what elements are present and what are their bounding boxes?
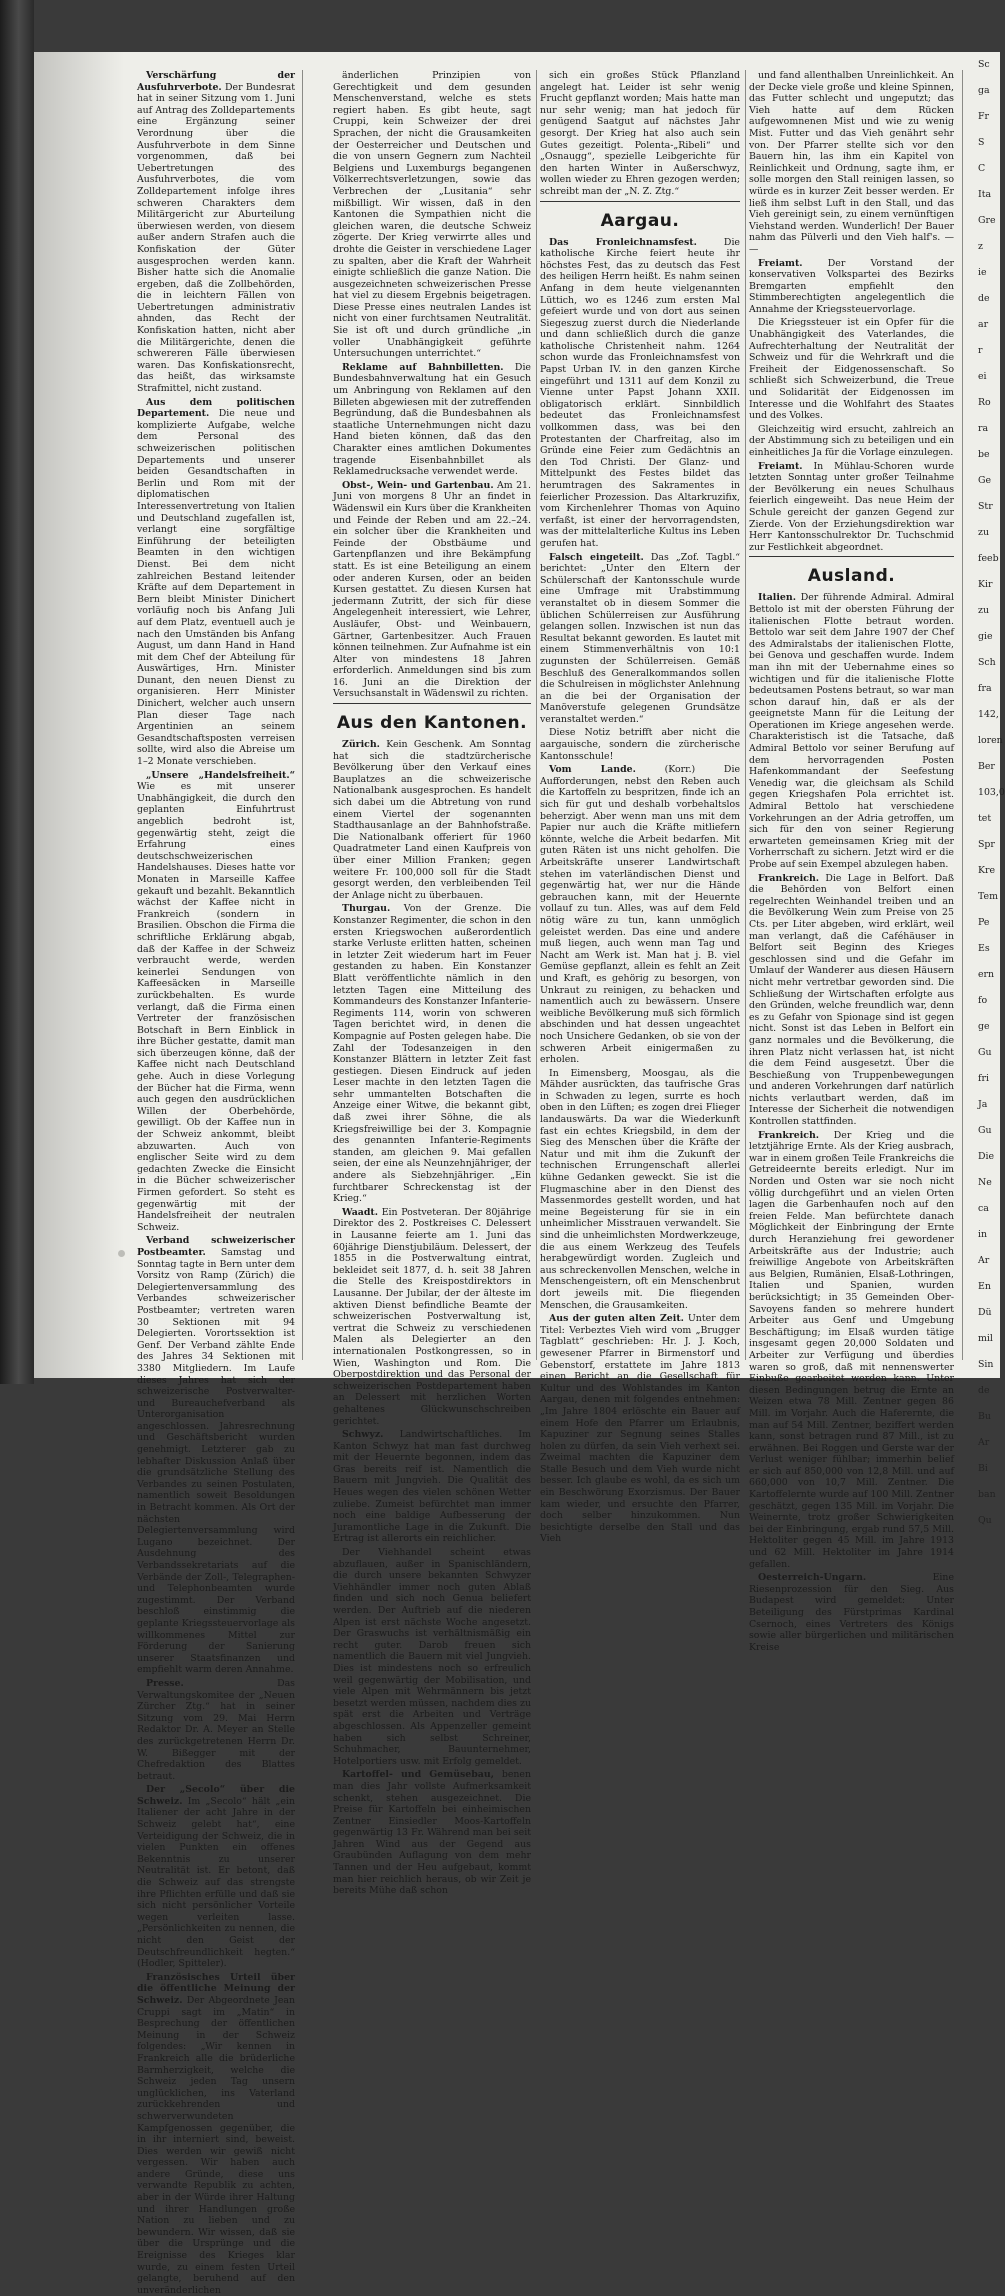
article-paragraph (749, 592, 954, 870)
strip-fragment: Gu (978, 1047, 992, 1058)
article-lead: Obst-, Wein- und Gartenbau. (342, 479, 494, 491)
strip-fragment: Bu (978, 1411, 991, 1422)
strip-fragment: Ber (978, 761, 995, 772)
strip-fragment: be (978, 449, 990, 460)
strip-fragment: tet (978, 813, 992, 824)
article-paragraph (540, 764, 740, 1065)
article-text: benen man dies Jahr vollste Aufmerksamkeit schenkt, stehen ausgezeichnet. Die Preise für Kartoffeln bei einheimischen Zentner Einsiedler Moos-Kartoffeln gegenwärtig 13 Fr. Während man bei seit Jahren Wind aus der Gegend aus Graubünden Auflagung von dem mehr Tannen und der Heu aufgebaut, kommt man hier reichlich heraus, ob wir Zeit je bereits Mühe daß schon (333, 1769, 532, 1897)
article-paragraph (333, 362, 531, 478)
strip-fragment: 142, (978, 709, 999, 720)
book-binding (0, 0, 34, 1384)
article-text: Im „Secolo“ hält „ein Italiener der acht Jahre in der Schweiz gelebt hat“, eine Verteidigung der Schweiz, die in vielen Punkten ein offenes Bekenntnis zu unserer Neutralität ist. Er betont, daß die Schweiz auf das strengste ihre Pflichten erfülle und daß sie sich nicht persönlicher Vorteile wegen verleiten lasse. „Persönlichkeiten zu nennen, die nicht den Geist der Deutschfreundlichkeit hegten.“ (Hodler, Spitteler). (137, 1795, 295, 1970)
article-text: Die Lage in Belfort. Daß die Behörden von Belfort einen regelrechten Weinhandel treiben und an die Bevölkerung Wein zum Preise von 25 Cts. per Liter abgeben, wird erklärt, weil man verlangt, daß die Caféhäuser in Belfort seit Beginn des Krieges geschlossen sind und die Gefahr im Umlauf der Wanderer aus diesen Häusern nicht mehr vertretbar geworden sind. Die Schließung der Wirtschaften erfolgte aus den Gründen, welche freundlich war, denn es zu Gefahr von Spionage sind ist gegen nicht. Sonst ist das Leben in Belfort ein ganz normales und die Bevölkerung, die ihren Platz nicht verlassen hat, ist nicht die dem Feind ausgesetzt. Über die Beschießung von Truppenbewegungen und anderen Vorkehrungen darf natürlich nichts verlautbart werden, daß im Interesse der Sicherheit die notwendigen Kontrollen stattfinden. (749, 872, 954, 1128)
article-text: Der Bundesrat hat in seiner Sitzung vom 1. Juni auf Antrag des Zolldepartements eine Ergänzung seiner Verordnung über die Ausfuhrverbote in dem Sinne vorgenommen, daß bei Uebertretungen des Ausfuhrverbotes, die vom Zolldepartement infolge ihres schweren Charakters dem Militärgericht zur Aburteilung überwiesen werden, von diesem außer andern Strafen auch die Konfiskation der Güter ausgesprochen werden kann. Bisher hatte sich die Anomalie ergeben, daß die Zollbehörden, die in leichtern Fällen von Uebertretungen administrativ ahnden, das Recht der Konfiskation hatten, nicht aber die Militärgerichte, denen die schwereren Fälle überwiesen waren. Das Konfiskationsrecht, das heißt, das wirksamste Strafmittel, nicht zustand. (137, 81, 295, 395)
article-paragraph (540, 237, 740, 550)
adjacent-page-strip (978, 52, 1005, 1526)
strip-fragment: Ar (978, 1437, 990, 1448)
strip-fragment: feeb (978, 553, 999, 564)
article-lead: Schwyz. (342, 1429, 384, 1441)
text-column-3 (540, 70, 741, 1545)
article-text: Die neue und komplizierte Aufgabe, welche dem Personal des schweizerischen politischen Departements und unserer beiden Gesandtschaften in Berlin und Rom mit der diplomatischen Interessenvertretung von Italien und Deutschland zugefallen ist, verlangt eine sorgfältige Einführung der beteiligten Beamten in den wichtigen Dienst. Bei dem nicht zahlreichen Bestand leitender Kräfte auf dem Departement in Bern bleibt Minister Dinichert vorläufig noch bis Anfang Juli auf dem Platz, eventuell auch je nach den Umständen bis Anfang August, um dann Hand in Hand mit dem Chef der Abteilung für Auswärtiges, Hrn. Minister Dunant, den neuen Dienst zu organisieren. Herr Minister Dinichert, welcher auch unsern Plan dieser Tage nach Argentinien an seinem Gesandtschaftsposten verreisen sollte, wird also die Abreise um 1–2 Monate verschieben. (137, 408, 296, 768)
strip-fragment: Es (978, 943, 990, 954)
article-paragraph (540, 727, 740, 762)
article-lead: Thurgau. (342, 903, 391, 915)
article-text: In Eimensberg, Moosgau, als die Mähder ausrückten, das taufrische Gras in Schwaden zu legen, surrte es hoch oben in den Lüften; es zogen drei Flieger landauswärts. Da war die Wiederkunft fast ein echtes Kriegsbild, in dem der Sieg des Menschen über die Kräfte der Natur und mit ihm die Zukunft der technischen Errungenschaft allerlei kühne Gedanken geweckt. Sie ist die Flugmaschine aber in den Dienst des Massenmordes gestellt worden, und hat meine Begeisterung für sie in ein unheimlicher Misstrauen verwandelt. Sie sind die unheimlichsten Mordwerkzeuge, die aus einem Werkzeug des Teufels herabgewürdigt worden. Zugleich und aus schreckenvollen Menschen, welche in Menschengeistern, oft ein Menschenbrut dort jeweils mit. Die fliegenden Menschen, die Grausamkeiten. (540, 1067, 740, 1311)
article-paragraph (333, 70, 531, 360)
article-paragraph (749, 70, 954, 256)
strip-fragment: ar (978, 319, 989, 330)
article-lead: „Unsere „Handelsfreiheit.“ (146, 769, 295, 781)
article-paragraph (749, 1572, 954, 1653)
strip-fragment: Kre (978, 865, 996, 876)
article-lead: Presse. (146, 1677, 184, 1689)
article-paragraph (137, 1235, 295, 1676)
article-text: Eine Riesenprozession für den Sieg. Aus Budapest wird gemeldet: Unter Beteiligung des Fürstprimas Kardinal Csernoch, eines Vertreters des Königs sowie aller bürgerlichen und militärischen Kreise (749, 1572, 954, 1653)
article-text: Ein Postveteran. Der 80jährige Direktor des 2. Postkreises C. Delessert in Lausanne feierte am 1. Juni das 60jährige Dienstjubiläum. Delessert, der 1855 in die Postverwaltung eintrat, bekleidet seit 1877, d. h. seit 38 Jahren die Stelle des Kreispostdirektors in Lausanne. Der Jubilar, der der älteste im aktiven Dienst befindliche Beamte der schweizerischen Postverwaltung ist, vertrat die Schweiz zu verschiedenen Malen als Delegierter an den internationalen Postkongressen, so in Wien, Washington und Rom. Die Oberpostdirektion und das Personal der schweizerischen Postdepartement haben an Delessert mit herzlichen Worten gehaltenes Glückwunschschreiben gerichtet. (333, 1206, 531, 1427)
strip-fragment: Die (978, 1151, 995, 1162)
article-text: Der Abgeordnete Jean Cruppi sagt im „Matin“ in Besprechung der öffentlichen Meinung in der Schweiz folgendes: „Wir kennen in Frankreich alle die brüderliche Barmherzigkeit, welche die Schweiz jeden Tag unsern unglücklichen, ins Vaterland zurückkehrenden und schwerverwundeten Kampfgenossen gegenüber, die in ihr interniert sind, beweist. Dies werden wir gewiß nicht vergessen. Wir haben auch andere Gründe, diese uns verwandte Republik zu achten, aber in der Würde ihrer Haltung und ihrer Handlungen große Nation zu lieben und zu bewundern. Wir wissen, daß sie über die Ursprünge und die Ereignisse des Krieges klar wurde, zu einem festen Urteil gelangte, beruhend auf den unveränderlichen (137, 1994, 295, 2296)
strip-fragment: fri (978, 1073, 989, 1084)
column-rule-2 (536, 70, 537, 1360)
article-paragraph (749, 873, 954, 1128)
article-text: änderlichen Prinzipien von Gerechtigkeit und dem gesunden Menschenverstand, welche es stets regiert haben. Es gibt heute, sagt Cruppi, kein Schweizer der drei Sprachen, der nicht die Grausamkeiten der Oesterreicher und Deutschen und die von unsern Gegnern zum Nachteil Belgiens und Luxemburgs begangenen Völkerrechtsverletzungen, sowie das Verbrechen der „Lusitania“ sehr mißbilligt. Wir wissen, daß in den Kantonen die Sympathien nicht die gleichen waren, die deutsche Schweiz zögerte. Der Krieg verwirrte alles und drohte die Geister in verschiedene Lager zu spalten, aber die Kraft der Wahrheit einigte schließlich die ganze Nation. Die ausgezeichneten schweizerischen Presse hat viel zu diesem Ergebnis beigetragen. Diese Presse eines neutralen Landes ist nicht von einer furchtsamen Neutralität. Sie ist oft und durch gründliche „in voller Unabhängigkeit geführte Untersuchungen unterrichtet.“ (333, 70, 531, 360)
strip-fragment: z (978, 241, 983, 252)
article-paragraph (749, 258, 954, 316)
strip-fragment: S (978, 137, 985, 148)
section-heading: Aargau. (600, 210, 680, 231)
heading-rule (333, 703, 531, 704)
strip-fragment: zu (978, 605, 989, 616)
strip-fragment: Fr (978, 111, 989, 122)
article-lead: Frankreich. (758, 1129, 820, 1141)
article-text: Am 21. Juni von morgens 8 Uhr an findet in Wädenswil ein Kurs über die Krankheiten und Feinde der Reben und am 22.–24. ein solcher über die Krankheiten und Feinde der Obstbäume und Gartenpflanzen und ihre Bekämpfung statt. Es ist eine Beteiligung an einem oder anderen Kursen, oder an beiden Kursen gestattet. Zu diesen Kursen hat jedermann Zutritt, der sich für diese Angelegenheit interessiert, wie Lehrer, Ausläufer, Obst- und Weinbauern, Gärtner, Gartenbesitzer. Auch Frauen können teilnehmen. Zur Aufnahme ist ein Alter von mindestens 18 Jahren erforderlich. Anmeldungen sind bis zum 16. Juni an die Direktion der Versuchsanstalt in Wädenswil zu richten. (333, 479, 531, 700)
article-lead: Kartoffel- und Gemüsebau, (342, 1769, 494, 1781)
text-column-4 (749, 70, 955, 1653)
strip-fragment: Ja (978, 1099, 988, 1110)
article-paragraph (540, 1313, 740, 1545)
strip-fragment: Sin (978, 1359, 994, 1370)
article-lead: Der „Secolo“ über die Schweiz. (137, 1784, 295, 1807)
strip-fragment: zu (978, 527, 989, 538)
column-rule-1 (302, 70, 303, 1360)
heading-rule (540, 201, 740, 202)
strip-fragment: C (978, 163, 986, 174)
article-paragraph (749, 1130, 954, 1571)
strip-fragment: mil (978, 1333, 993, 1344)
strip-fragment: Sc (978, 59, 990, 70)
article-paragraph (333, 1207, 531, 1427)
section-heading: Ausland. (807, 566, 896, 587)
article-paragraph (540, 70, 740, 198)
strip-fragment: ban (978, 1489, 996, 1500)
article-text: und fand allenthalben Unreinlichkeit. An der Decke viele große und kleine Spinnen, das Futter schlecht und ungeputzt; das Vieh hatte auf dem Rücken aufgewomnenen Mist und wie zu wenig Mist. Futter und das Vieh genährt sehr von. Der Pfarrer stellte sich vor den Bauern hin, las ihm ein Kapitel von Reinlichkeit und Ordnung, sagte ihm, er solle morgen den Stall reinigen lassen, so würde es in kurzer Zeit besser werden. Er ließ ihm selbst Luft in den Stall, und das Vieh gereinigt sein, zu einem vernünftigen Viehstand werden. Wunderlich! Der Bauer nahm das Pülverli und den Vieh half's. — — (749, 70, 954, 255)
strip-fragment: Ro (978, 397, 991, 408)
article-lead: Falsch eingeteilt. (549, 551, 644, 563)
heading-rule (749, 556, 954, 557)
article-paragraph (333, 1547, 531, 1767)
strip-fragment: ern (978, 969, 995, 980)
strip-fragment: Gu (978, 1125, 992, 1136)
strip-fragment: de (978, 1385, 990, 1396)
article-lead: Oesterreich-Ungarn. (758, 1572, 867, 1584)
strip-fragment: gie (978, 631, 993, 642)
article-paragraph (137, 397, 295, 768)
article-lead: Waadt. (342, 1206, 379, 1218)
strip-fragment: ie (978, 267, 987, 278)
article-lead: Reklame auf Bahnbilletten. (342, 361, 504, 373)
article-lead: Verband schweizerischer Postbeamter. (137, 1235, 295, 1258)
binding-hole (118, 1250, 125, 1257)
strip-fragment: Pe (978, 917, 990, 928)
article-text: Wie es mit unserer Unabhängigkeit, die durch den geplanten Einfuhrtrust angeblich bedroht ist, gegenwärtig steht, zeigt die Erfahrung eines deutschschweizerischen Handelshauses. Dieses hatte vor Monaten in Marseille Kaffee gekauft und bezahlt. Bekanntlich wächst der Kaffee nicht in Frankreich (sondern in Brasilien. Obschon die Firma die schriftliche Erklärung abgab, daß der Kaffee in der Schweiz verbraucht werde, werden keinerlei Sendungen von Kaffeesäcken in Marseille zurückbehalten. Es wurde verlangt, daß die Firma einen Vertreter der französischen Botschaft in Bern Einblick in ihre Bücher gestatte, damit man sich überzeugen könne, daß der Kaffee nicht nach Deutschland gehe. Auch in diese Vorlegung der Bücher hat die Firma, wenn auch gegen den ausdrücklichen Willen der Oberbehörde, gewilligt. Ob der Kaffee nun in der Schweiz ankommt, bleibt abzuwarten. Auch von englischer Seite wird zu dem gedachten Zwecke die Einsicht in die Bücher schweizerischer Firmen gefordert. So steht es gegenwärtig mit der Handelsfreiheit der neutralen Schweiz. (137, 781, 295, 1233)
strip-fragment: ei (978, 371, 987, 382)
strip-fragment: Spr (978, 839, 995, 850)
strip-fragment: fra (978, 683, 992, 694)
column-rule-4 (962, 70, 963, 1360)
article-paragraph (749, 461, 954, 554)
text-column-1 (137, 70, 296, 2296)
strip-fragment: de (978, 293, 990, 304)
article-text: Von der Grenze. Die Konstanzer Regimenter, die schon in den ersten Kriegswochen außerordentlich starke Verluste erlitten hatten, scheinen in letzter Zeit wiederum hart im Feuer gestanden zu haben. Ein Konstanzer Blatt veröffentlichte nämlich in den letzten Tagen eine Mitteilung des Kommandeurs des Konstanzer Infanterie-Regiments 114, worin von schweren Tagen berichtet wird, in denen die Kompagnie auf Posten gelegen habe. Die Zahl der Todesanzeigen in den Konstanzer Blättern in letzter Zeit fast gestiegen. Diesen Eindruck auf jeden Leser machte in den letzten Tagen die sehr ummantelten Botschaften die Anzeige einer Witwe, die bekannt gibt, daß zwei ihrer Söhne, die als Kriegsfreiwillige bei der 3. Kompagnie des genannten Infanterie-Regiments standen, am gleichen 9. Mai gefallen seien, der eine als Neunzehnjähriger, der andere als Siebzehnjähriger. „Ein furchtbarer Schreckenstag ist der Krieg.“ (333, 903, 531, 1205)
article-lead: Aus der guten alten Zeit. (549, 1313, 684, 1325)
article-text: Die Bundesbahnverwaltung hat ein Gesuch um Anbringung von Reklamen auf den Billeten abgewiesen mit der zutreffenden Begründung, daß die Bundesbahnen als staatliche Unternehmungen nicht dazu Hand bieten können, daß das den Charakter eines amtlichen Dokumentes tragende Eisenbahnbillet als Reklamedrucksache verwendet werde. (333, 361, 531, 478)
strip-fragment: r (978, 345, 983, 356)
strip-fragment: ge (978, 1021, 990, 1032)
article-text: Die katholische Kirche feiert heute ihr höchstes Fest, das zu deutsch das Fest des heiligen Herrn heißt. Es nahm seinen Anfang in dem heute vielgenannten Lüttich, wo es 1246 zum ersten Mal gefeiert wurde und von dort aus seinen Siegeszug zuerst durch die Niederlande und dann schließlich durch die ganze katholische Christenheit nahm. 1264 schon wurde das Fronleichnamsfest von Papst Urban IV. in den ganzen Kirche eingeführt und 1311 auf dem Konzil zu Vienne unter Papst Johann XXII. obligatorisch erklärt. Sinnbildlich bedeutet das Fronleichnamsfest vollkommen dass, was bei den Protestanten der Charfreitag, also im Gründe eine Feier zum Gedächtnis an den Tod Christi. Der Glanz- und Mittelpunkt des Festes bildet das herumtragen des Sakramentes in feierlicher Prozession. Das Altarkruzifix, vom Kirchenlehrer Thomas von Aquino verfaßt, ist einer der hervorragendsten, was der mittelalterliche Kultus ins Leben gerufen hat. (540, 236, 740, 549)
article-lead: Vom Lande. (549, 764, 636, 776)
article-text: Samstag und Sonntag tagte in Bern unter dem Vorsitz von Ramp (Zürich) die Delegiertenversammlung des Verbandes schweizerischer Postbeamter; vertreten waren 30 Sektionen mit 94 Delegierten. Vorortssektion ist Genf. Der Verband zählte Ende des Jahres 34 Sektionen mit 3380 Mitgliedern. Im Laufe dieses Jahres hat sich der schweizerische Postverwalter- und Bureauchefverband als Unterorganisation angeschlossen. Jahresrechnung und Geschäftsbericht wurden genehmigt. Letzterer gab zu lebhafter Diskussion Anlaß über die grundsätzliche Stellung des Verbandes zu seinen Postulaten, namentlich soweit Besoldungen in Betracht kommen. Als Ort der nächsten Delegiertenversammlung wird Lugano bezeichnet. Der Ausdehnung des Verbandssekretariats auf die Verbände der Zoll-, Telegraphen- und Telephonbeamten wurde zugestimmt. Der Verband beschloß einstimmig die geplante Kriegssteuervorlage als willkommenes Mittel zur Förderung der Sanierung unserer Staatsfinanzen und empfiehlt warm deren Annahme. (137, 1246, 295, 1676)
article-text: In Mühlau-Schoren wurde letzten Sonntag unter großer Teilnahme der Bevölkerung ein neues Schulhaus feierlich eingeweiht. Das neue Heim der Schule gereicht der ganzen Gegend zur Zierde. Von der Erziehungsdirektion war Herr Kantonsschulrektor Dr. Tuchschmid zur Festlichkeit abgeordnet. (749, 460, 955, 553)
article-paragraph (333, 739, 531, 901)
article-text: Diese Notiz betrifft aber nicht die aargauische, sondern die zürcherische Kantonsschule! (540, 727, 740, 762)
article-lead: Das Fronleichnamsfest. (549, 236, 697, 248)
strip-fragment: loren (978, 735, 1003, 746)
strip-fragment: Ar (978, 1255, 990, 1266)
article-paragraph (749, 317, 954, 421)
article-paragraph (749, 424, 954, 459)
section-heading: Aus den Kantonen. (336, 713, 528, 734)
article-text: sich ein großes Stück Pflanzland angelegt hat. Leider ist sehr wenig Frucht gepflanzt worden; Mais hatte man nur sehr wenig; man hat jedoch für genügend Saatgut auf nächstes Jahr gesorgt. Der Krieg hat also auch sein Gutes gezeitigt. Polenta-„Ribeli“ und „Osnaugg“, spezielle Leibgerichte für den harten Winter in Außerschwyz, wollen wieder zu Ehren gezogen werden; schreibt man der „N. Z. Ztg.“ (540, 70, 740, 197)
article-paragraph (333, 1769, 531, 1897)
article-lead: Freiamt. (758, 460, 803, 472)
strip-fragment: Bi (978, 1463, 988, 1474)
article-text: Landwirtschaftliches. Im Kanton Schwyz hat man fast durchweg mit der Heuernte begonnen, indem das Gras bereits reif ist. Namentlich die Bauern mit Jungvieh. Die Qualität des Heues wegen des vielen schönen Wetter zuliebe. Zumeist befürchtet man immer noch eine baldige Aufbesserung der Juramontliche Lage in die Zukunft. Die Ertrag ist allerorts ein reichlicher. (333, 1429, 532, 1545)
strip-fragment: Ita (978, 189, 992, 200)
article-text: Das „Zof. Tagbl.“ berichtet: „Unter den Eltern der Schülerschaft der Kantonsschule wurde eine Umfrage mit Urabstimmung veranstaltet ob in diesem Sommer die üblichen Schülerreisen zur Ausführung gelangen sollen. Inzwischen ist nun das Resultat bekannt geworden. Es lautet mit einem Stimmenverhältnis von 10:1 zugunsten der Schülerreisen. Gemäß Beschluß des Generalkommandos sollen die Schulreisen in möglichster Anlehnung an die bei der Organisation der Manöverstufe gelegenen Grundsätze veranstaltet werden.“ (540, 551, 740, 725)
strip-fragment: En (978, 1281, 991, 1292)
article-lead: Italien. (758, 592, 796, 604)
strip-fragment: Sch (978, 657, 996, 668)
text-column-2 (333, 70, 532, 1897)
article-text: Der Viehhandel scheint etwas abzuflauen, außer in Spanischländern, die durch unsere bekannten Schwyzer Viehhändler immer noch guten Ablaß finden und sich noch Genua beliefert werden. Der Auftrieb auf die niederen Alpen ist erst nächste Woche angesetzt. Der Graswuchs ist verhältnismäßig ein recht guter. Darob freuen sich namentlich die Bauern mit viel Jungvieh. Dies ist mindestens noch so erfreulich weil gegenwärtig der Mobilisation, und viele Alpen mit Wehrmännern bis jetzt besetzt werden müssen, nachdem dies zu spät erst die Arbeiten und Verträge abgeschlossen. Als Appenzeller gemeint haben sich selbst Schreiner, Schuhmacher, Bauunternehmer, Hotelportiers usw. mit Erfolg gemeldet. (333, 1547, 531, 1767)
strip-fragment: Ge (978, 475, 992, 486)
article-paragraph (137, 1678, 295, 1782)
article-paragraph (333, 480, 531, 700)
article-lead: Französisches Urteil über die öffentliche Meinung der Schweiz. (137, 1971, 295, 2006)
strip-fragment: Gre (978, 215, 996, 226)
article-lead: Zürich. (342, 739, 380, 751)
article-paragraph (137, 70, 295, 395)
article-paragraph (137, 770, 295, 1234)
strip-fragment: ga (978, 85, 990, 96)
article-text: (Korr.) Die Aufforderungen, nebst den Reben auch die Kartoffeln zu bespritzen, finde ich an sich für gut und deshalb vorbehaltslos beherzigt. Aber wenn man uns mit dem Papier nur auch die Kräfte mitliefern könnte, welche die Arbeit bedarfen. Mit guten Räten ist uns nicht geholfen. Die Arbeitskräfte unserer Landwirtschaft stehen im vaterländischen Dienst und gegenwärtig hat, wer nur die Hände gebrauchen kann, mit der Heuernte vollauf zu tun. Alles, was auf dem Feld nötig wäre zu tun, kann unmöglich geleistet werden. Das eine und andere muß liegen, auch wenn man Tag und Nacht am Werk ist. Man hat j. B. viel Gemüse gepflanzt, allein es fehlt an Zeit und Kraft, es gehörig zu besorgen, von Unkraut zu reinigen, zu behacken und namentlich auch zu bewässern. Unsere weibliche Bevölkerung muß sich förmlich abschinden und hat dessen ungeachtet noch Unsichere Gedanken, ob sie von der schweren Arbeit einigermaßen zu erholen. (540, 764, 740, 1066)
article-text: Unter dem Titel: Verbeztes Vieh wird vom „Brugger Tagblatt“ geschrieben: Hr. J. J. Koch, gewesener Pfarrer in Birmenstorf und Gebenstorf, erstattete im Jahre 1813 einen Bericht an die Gesellschaft für Kultur und des Wohlstandes im Kanton Aargau, denen mit folgendes entnehmen: „Im Jahre 1804 erlöschte ein Bauer auf einem Hofe den Pfarrer um Erlaubnis, Kapuziner zur Segnung seines Stalles holen zu dürfen, da sein Vieh verhext sei. Zweimal machten die Kapuziner dem Stalle Besuch und dem Vieh wurde nicht besser. Ich glaube es wohl, da es sich um ein Beschwörung Exorzismus. Der Bauer kam wieder, und ersuchte den Pfarrer, doch selber hinzukommen. Nun besichtigte derselbe den Stall und das Vieh (540, 1313, 741, 1545)
column-rule-3 (745, 70, 746, 1360)
article-paragraph (137, 1784, 295, 1970)
article-text: Kein Geschenk. Am Sonntag hat sich die stadtzürcherische Bevölkerung über den Verkauf eines Bauplatzes an die schweizerische Nationalbank ausgesprochen. Es handelt sich dabei um die Abtretung von rund einem Viertel der sogenannten Stadthausanlage an der Bahnhofstraße. Die Nationalbank offeriert für 1960 Quadratmeter Land einen Kaufpreis von über einer Million Franken; gegen weitere Fr. 100,000 soll für die Stadt gesorgt werden, den verbleibenden Teil der Anlage nicht zu überbauen. (333, 739, 531, 901)
article-paragraph (540, 1068, 740, 1311)
article-text: Die Kriegssteuer ist ein Opfer für die Unabhängigkeit des Vaterlandes, die Aufrechterhaltung der Neutralität der Schweiz und für die Wehrkraft und die Freiheit der Eidgenossenschaft. So schließt sich Schweizerbund, die Treue und Solidarität der Eidgenossen im Interesse und die Wohlfahrt des Staates und des Volkes. (749, 317, 954, 422)
article-paragraph (333, 1429, 531, 1545)
article-paragraph (333, 903, 531, 1204)
strip-fragment: Dü (978, 1307, 992, 1318)
article-text: Der Krieg und die letztjährige Ernte. Als der Krieg ausbrach, war in einem großen Teile Frankreichs die Getreideernte bereits erledigt. Nur im Norden und Osten war sie noch nicht völlig durchgeführt und an vielen Orten lagen die Garbenhaufen noch auf den freien Felde. Man befürchtete danach Möglichkeit der Einbringung der Ernte durch Heranziehung frei gewordener Arbeitskräfte aus der Industrie; auch freiwillige Angebote von Arbeitskräften aus Belgien, Rumänien, Elsaß-Lothringen, Italien und Spanien, wurden berücksichtigt; in 35 Gemeinden Ober- Savoyens fanden so mehrere hundert Arbeiter aus Genf und Umgebung Beschäftigung; im Elsaß wurden tätige insgesamt gegen 20,000 Soldaten und Arbeiter zur Verfügung und überdies waren so groß, daß mit nennenswerter Einbuße gearbeitet werden kann. Unter diesen Bedingungen betrug die Ernte an Weizen etwa 78 Mill. Zentner gegen 86 Mill. im Vorjahr. Auch die Haferernte, die man auf 54 Mill. Zentner, beziffert werden kann, sonst betragen rund 87 Mill., ist zu erwähnen. Bei Roggen und Gerste war der Verlust weniger fühlbar; immerhin belief er sich auf 850,000 von 12,8 Mill. und auf 660,000 von 10,7 Mill. Zentner. Die Kartoffelernte wurde auf 100 Mill. Zentner geschätzt, gegen 135 Mill. im Vorjahr. Die Weinernte, trotz großer Schwierigkeiten bei der Einbringung, ergab rund 57,5 Mill. Hektoliter gegen 45 Mill. im Jahre 1913 und 62 Mill. Hektoliter im Jahre 1914 gefallen. (749, 1129, 954, 1570)
article-lead: Freiamt. (758, 257, 803, 269)
article-text: Gleichzeitig wird ersucht, zahlreich an der Abstimmung sich zu beteiligen und ein einheitliches Ja für die Vorlage einzulegen. (749, 423, 954, 458)
strip-fragment: Ne (978, 1177, 992, 1188)
strip-fragment: ca (978, 1203, 989, 1214)
article-lead: Verschärfung der Ausfuhrverbote. (137, 70, 295, 93)
article-text: Das Verwaltungskomitee der „Neuen Zürcher Ztg.“ hat in seiner Sitzung vom 29. Mai Herrn Redaktor Dr. A. Meyer an Stelle des zurückgetretenen Herrn Dr. W. Bißegger mit der Chefredaktion des Blattes betraut. (137, 1677, 295, 1782)
article-text: Der Vorstand der konservativen Volkspartei des Bezirks Bremgarten empfiehlt den Stimmberechtigten angelegentlich die Annahme der Kriegssteuervorlage. (749, 257, 955, 315)
strip-fragment: in (978, 1229, 988, 1240)
article-text: Der führende Admiral. Admiral Bettolo ist mit der obersten Führung der italienischen Flotte betraut worden. Bettolo war seit dem Jahre 1907 der Chef des Admiralstabs der italienischen Flotte, bei Genova und geschaffen wurde. Indem man ihn mit der Uebernahme eines so wichtigen und für die italienische Flotte bedeutsamen Postens betraut, so war man schon darauf hin, daß er als der geeignetste Mann für die Leitung der Operationen im Kriege angesehen werde. Charakteristisch ist die Tatsache, daß Admiral Bettolo vor seiner Berufung auf dem hervorragenden Posten Hafenkommandant der Seefestung Venedig war, die gleichsam als Schild gegen Kriegshafen Pola errichtet ist. Admiral Bettolo hat verschiedene Vorkehrungen an der Adria getroffen, um sich für den von seiner Regierung erwarteten gemeinsamen Krieg mit der Vorherrschaft zu sichern. Jetzt wird er die Probe auf sein Exempel abzulegen haben. (749, 592, 954, 870)
article-paragraph (137, 1972, 295, 2296)
strip-fragment: 103,0 (978, 787, 1005, 798)
strip-fragment: ra (978, 423, 989, 434)
strip-fragment: fo (978, 995, 988, 1006)
article-paragraph (540, 552, 740, 726)
strip-fragment: Str (978, 501, 993, 512)
article-lead: Aus dem politischen Departement. (137, 396, 295, 420)
article-lead: Frankreich. (758, 872, 820, 884)
strip-fragment: Tem (978, 891, 998, 902)
strip-fragment: Qu (978, 1515, 992, 1526)
strip-fragment: Kir (978, 579, 993, 590)
